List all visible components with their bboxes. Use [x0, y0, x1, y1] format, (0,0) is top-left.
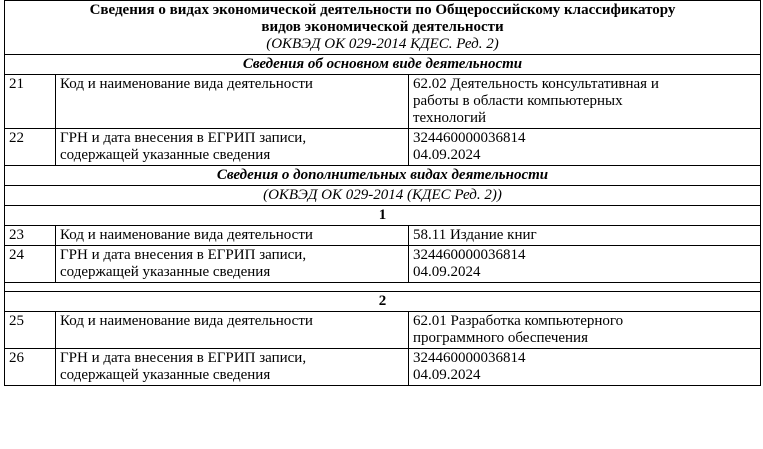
table-row [5, 312, 761, 349]
row-number: 22 [5, 129, 56, 166]
row-number: 23 [5, 226, 56, 246]
row-label-line: Код и наименование вида деятельности [60, 313, 313, 329]
row-value-line: 04.09.2024 [413, 367, 481, 383]
row-label [56, 226, 409, 246]
row-label-line: Код и наименование вида деятельности [60, 76, 313, 92]
row-label [56, 129, 409, 166]
document-header [5, 1, 761, 55]
table-row [5, 246, 761, 283]
row-value-line: 58.11 Издание книг [413, 227, 537, 243]
row-label-line: Код и наименование вида деятельности [60, 227, 313, 243]
spacer-row [5, 283, 761, 292]
row-value [409, 246, 761, 283]
row-value [409, 349, 761, 386]
main-section-row [5, 55, 761, 75]
group-number: 1 [5, 206, 761, 226]
group-number-row [5, 206, 761, 226]
row-number: 21 [5, 75, 56, 129]
row-label-line: содержащей указанные сведения [60, 367, 271, 383]
row-label-line: содержащей указанные сведения [60, 147, 271, 163]
additional-classifier-row [5, 186, 761, 206]
row-number: 25 [5, 312, 56, 349]
header-title-line2: видов экономической деятельности [261, 19, 504, 35]
row-value-line: 04.09.2024 [413, 147, 481, 163]
row-value-line: программного обеспечения [413, 330, 588, 346]
group-number-row [5, 292, 761, 312]
spacer [5, 283, 761, 292]
table-row [5, 226, 761, 246]
row-value-line: работы в области компьютерных [413, 93, 623, 109]
row-label [56, 246, 409, 283]
row-label-line: ГРН и дата внесения в ЕГРИП записи, [60, 350, 307, 366]
row-value-line: 62.02 Деятельность консультативная и [413, 76, 659, 92]
header-title-line1: Сведения о видах экономической деятельности по Общероссийскому классификатору [89, 2, 676, 18]
additional-section-classifier: (ОКВЭД ОК 029-2014 (КДЕС Ред. 2)) [5, 186, 761, 206]
row-label [56, 349, 409, 386]
row-label-line: содержащей указанные сведения [60, 264, 271, 280]
row-value-line: технологий [413, 110, 487, 126]
table-row [5, 129, 761, 166]
row-value-line: 324460000036814 [413, 130, 526, 146]
additional-section-row [5, 166, 761, 186]
table-row [5, 75, 761, 129]
row-number: 26 [5, 349, 56, 386]
group-number: 2 [5, 292, 761, 312]
egrip-activity-table [4, 0, 761, 386]
additional-section-title: Сведения о дополнительных видах деятельности [5, 166, 761, 186]
row-label-line: ГРН и дата внесения в ЕГРИП записи, [60, 247, 307, 263]
header-classifier: (ОКВЭД ОК 029-2014 КДЕС. Ред. 2) [266, 36, 499, 52]
row-value-line: 04.09.2024 [413, 264, 481, 280]
row-value [409, 75, 761, 129]
row-label [56, 75, 409, 129]
table-row [5, 349, 761, 386]
row-value-line: 324460000036814 [413, 350, 526, 366]
row-number: 24 [5, 246, 56, 283]
row-value [409, 226, 761, 246]
row-label [56, 312, 409, 349]
row-value-line: 324460000036814 [413, 247, 526, 263]
row-value [409, 129, 761, 166]
row-value-line: 62.01 Разработка компьютерного [413, 313, 624, 329]
row-label-line: ГРН и дата внесения в ЕГРИП записи, [60, 130, 307, 146]
header-row [5, 1, 761, 55]
main-section-title: Сведения об основном виде деятельности [5, 55, 761, 75]
row-value [409, 312, 761, 349]
